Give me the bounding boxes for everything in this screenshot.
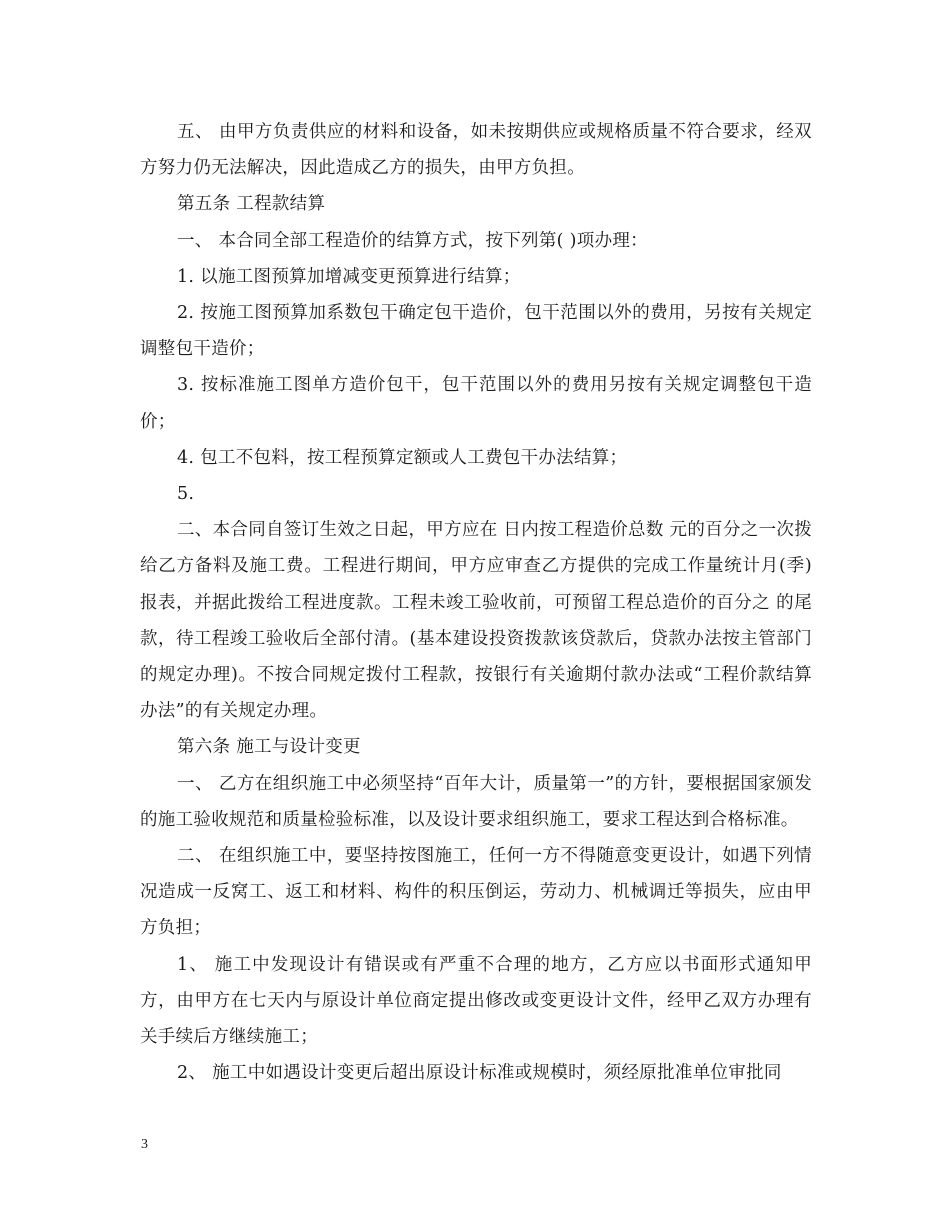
paragraph-design-change: 二、 在组织施工中，要坚持按图施工，任何一方不得随意变更设计，如遇下列情况造成一反窝工、返工和材料、构件的积压倒运，劳动力、机械调迁等损失，应由甲方负担； [140,846,812,939]
document-body [140,114,812,1091]
list-item-3: 3. 按标准施工图单方造价包干，包干范围以外的费用另按有关规定调整包干造价； [140,375,812,432]
page-number: 3 [141,1137,148,1152]
list-item-2: 2. 按施工图预算加系数包干确定包干造价，包干范围以外的费用，另按有关规定调整包干造价； [140,303,812,360]
sub-item-1: 1、 施工中发现设计有错误或有严重不合理的地方，乙方应以书面形式通知甲方，由甲方在七天内与原设计单位商定提出修改或变更设计文件，经甲乙双方办理有关手续后方继续施工； [140,954,812,1048]
list-item-4: 4. 包工不包料，按工程预算定额或人工费包干办法结算； [177,447,628,468]
list-item-1: 1. 以施工图预算加增减变更预算进行结算； [177,266,521,287]
section-heading-article-6: 第六条 施工与设计变更 [177,737,361,758]
section-heading-article-5: 第五条 工程款结算 [177,194,326,215]
paragraph-payment-schedule: 二、本合同自签订生效之日起，甲方应在 日内按工程造价总数 元的百分之一次拨给乙方备料及施工费。工程进行期间，甲方应审查乙方提供的完成工作量统计月(季)报表，并据此拨给工程进度款。工程未竣工验收前，可预留工程总造价的百分之 的尾款，待工程竣工验收后全部付清。(基本建设投资拨款该贷款后，贷款办法按主管部门的规定办理)。不按合同规定拨付工程款，按银行有关逾期付款办法或“工程价款结算办法”的有关规定办理。 [140,520,812,722]
sub-item-2: 2、 施工中如遇设计变更后超出原设计标准或规模时，须经原批准单位审批同 [177,1063,782,1084]
paragraph-quality-policy: 一、 乙方在组织施工中必须坚持“百年大计，质量第一”的方针，要根据国家颁发的施工验收规范和质量检验标准，以及设计要求组织施工，要求工程达到合格标准。 [140,773,812,830]
list-item-5: 5. [177,484,195,505]
paragraph-5-material-supply: 五、 由甲方负责供应的材料和设备，如未按期供应或规格质量不符合要求，经双方努力仍无法解决，因此造成乙方的损失，由甲方负担。 [140,122,812,179]
paragraph-settlement-method: 一、 本合同全部工程造价的结算方式，按下列第( )项办理： [177,230,648,251]
